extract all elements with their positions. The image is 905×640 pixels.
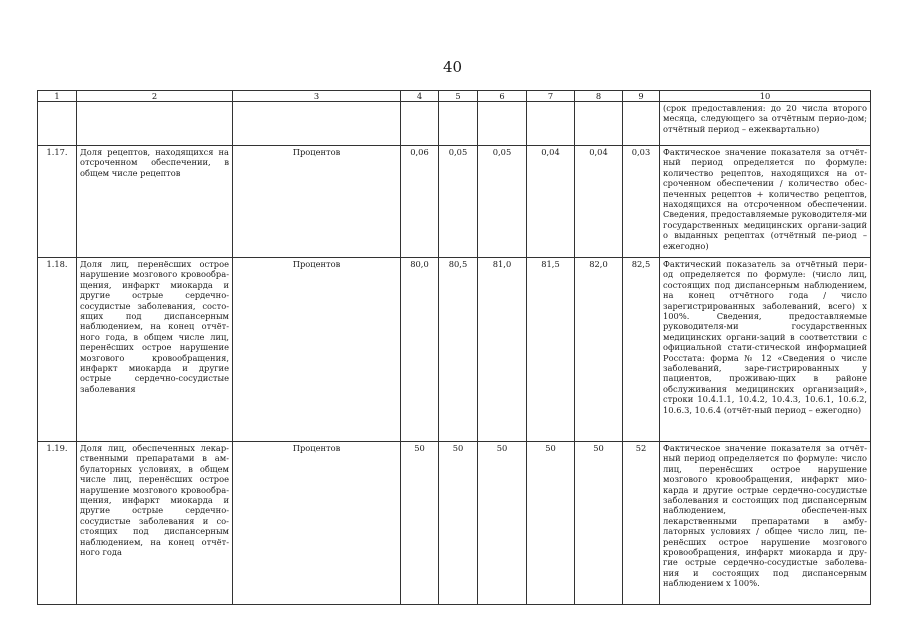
value-cell: 82,0	[575, 258, 623, 442]
value-cell: 50	[478, 442, 527, 605]
row-number: 1.17.	[38, 146, 77, 258]
header-cell: 8	[575, 91, 623, 102]
header-cell: 4	[401, 91, 439, 102]
indicator-name: Доля лиц, перенёсших острое нарушение мозгового кровообра-щения, инфаркт миокарда и другие острые сердечно-сосудистые заболевания, состо-ящих под диспансерным наблюдением, на конец отчёт-ного года, в общем числе лиц, перенёсших острое нарушение мозгового кровообращения, инфаркт миокарда и другие острые сердечно-сосудистые заболевания	[77, 258, 233, 442]
table-header-row	[38, 91, 871, 102]
value-cell: 50	[439, 442, 478, 605]
note-cell: Фактический показатель за отчётный пери-од определяется по формуле: (число лиц, состоящих под диспансерным наблюдением, на конец отчётного года / число зарегистрированных заболеваний, всего) х 100%. Сведения, предоставляемые руководителя-ми государственных медицинских органи-заций в соответствии с официальной стати-стической информацией Росстата: форма № 12 «Сведения о числе заболеваний, заре-гистрированных у пациентов, проживаю-щих в районе обслуживания медицинских организаций», строки 10.4.1.1, 10.4.2, 10.4.3, 10.6.1, 10.6.2, 10.6.3, 10.6.4 (отчёт-ный период – ежегодно)	[660, 258, 871, 442]
table-row	[38, 146, 871, 258]
header-cell: 5	[439, 91, 478, 102]
header-cell: 9	[623, 91, 660, 102]
note-cell: Фактическое значение показателя за отчёт-ный период определяется по формуле: количество рецептов, находящихся на от-сроченном обеспечении / количество обес-печенных рецептов + количество рецептов, находящихся на отсроченном обеспечении. Сведения, предоставляемые руководителя-ми государственных медицинских органи-заций о выданных рецептах (отчётный пе-риод – ежегодно)	[660, 146, 871, 258]
value-cell: 81,5	[527, 258, 575, 442]
value-cell: 52	[623, 442, 660, 605]
value-cell: 0,03	[623, 146, 660, 258]
value-cell: 0,06	[401, 146, 439, 258]
note-cell: (срок предоставления: до 20 числа второго месяца, следующего за отчётным перио-дом; отчётный период – ежеквартально)	[660, 102, 871, 146]
value-cell: 50	[575, 442, 623, 605]
value-cell: 80,5	[439, 258, 478, 442]
value-cell: 50	[527, 442, 575, 605]
value-cell: 0,04	[575, 146, 623, 258]
unit-cell: Процентов	[233, 442, 401, 605]
row-number: 1.19.	[38, 442, 77, 605]
unit-cell: Процентов	[233, 146, 401, 258]
value-cell: 0,05	[439, 146, 478, 258]
header-cell: 1	[38, 91, 77, 102]
value-cell: 0,05	[478, 146, 527, 258]
header-cell: 6	[478, 91, 527, 102]
value-cell: 82,5	[623, 258, 660, 442]
value-cell: 80,0	[401, 258, 439, 442]
unit-cell: Процентов	[233, 258, 401, 442]
header-cell: 10	[660, 91, 871, 102]
header-cell: 3	[233, 91, 401, 102]
table-row-continuation	[38, 102, 871, 146]
value-cell: 0,04	[527, 146, 575, 258]
row-number: 1.18.	[38, 258, 77, 442]
note-cell: Фактическое значение показателя за отчёт-ный период определяется по формуле: число лиц, перенёсших острое нарушение мозгового кровообращения, инфаркт мио-карда и другие острые сердечно-сосудистые заболевания и состоящих под диспансерным наблюдением, обеспечен-ных лекарственными препаратами в амбу-латорных условиях / общее число лиц, пе-ренёсших острое нарушение мозгового кровообращения, инфаркт миокарда и дру-гие острые сердечно-сосудистые заболева-ния и состоящих под диспансерным наблюдением х 100%.	[660, 442, 871, 605]
table-row	[38, 442, 871, 605]
indicators-table	[37, 90, 871, 605]
header-cell: 2	[77, 91, 233, 102]
indicator-name: Доля рецептов, находящихся на отсроченном обеспечении, в общем числе рецептов	[77, 146, 233, 258]
page-number: 40	[442, 58, 463, 76]
value-cell: 50	[401, 442, 439, 605]
indicator-name: Доля лиц, обеспеченных лекар-ственными препаратами в ам-булаторных условиях, в общем числе лиц, перенёсших острое нарушение мозгового кровообра-щения, инфаркт миокарда и другие острые сердечно-сосудистые заболевания и со-стоящих под диспансерным наблюдением, на конец отчёт-ного года	[77, 442, 233, 605]
table-row	[38, 258, 871, 442]
value-cell: 81,0	[478, 258, 527, 442]
header-cell: 7	[527, 91, 575, 102]
